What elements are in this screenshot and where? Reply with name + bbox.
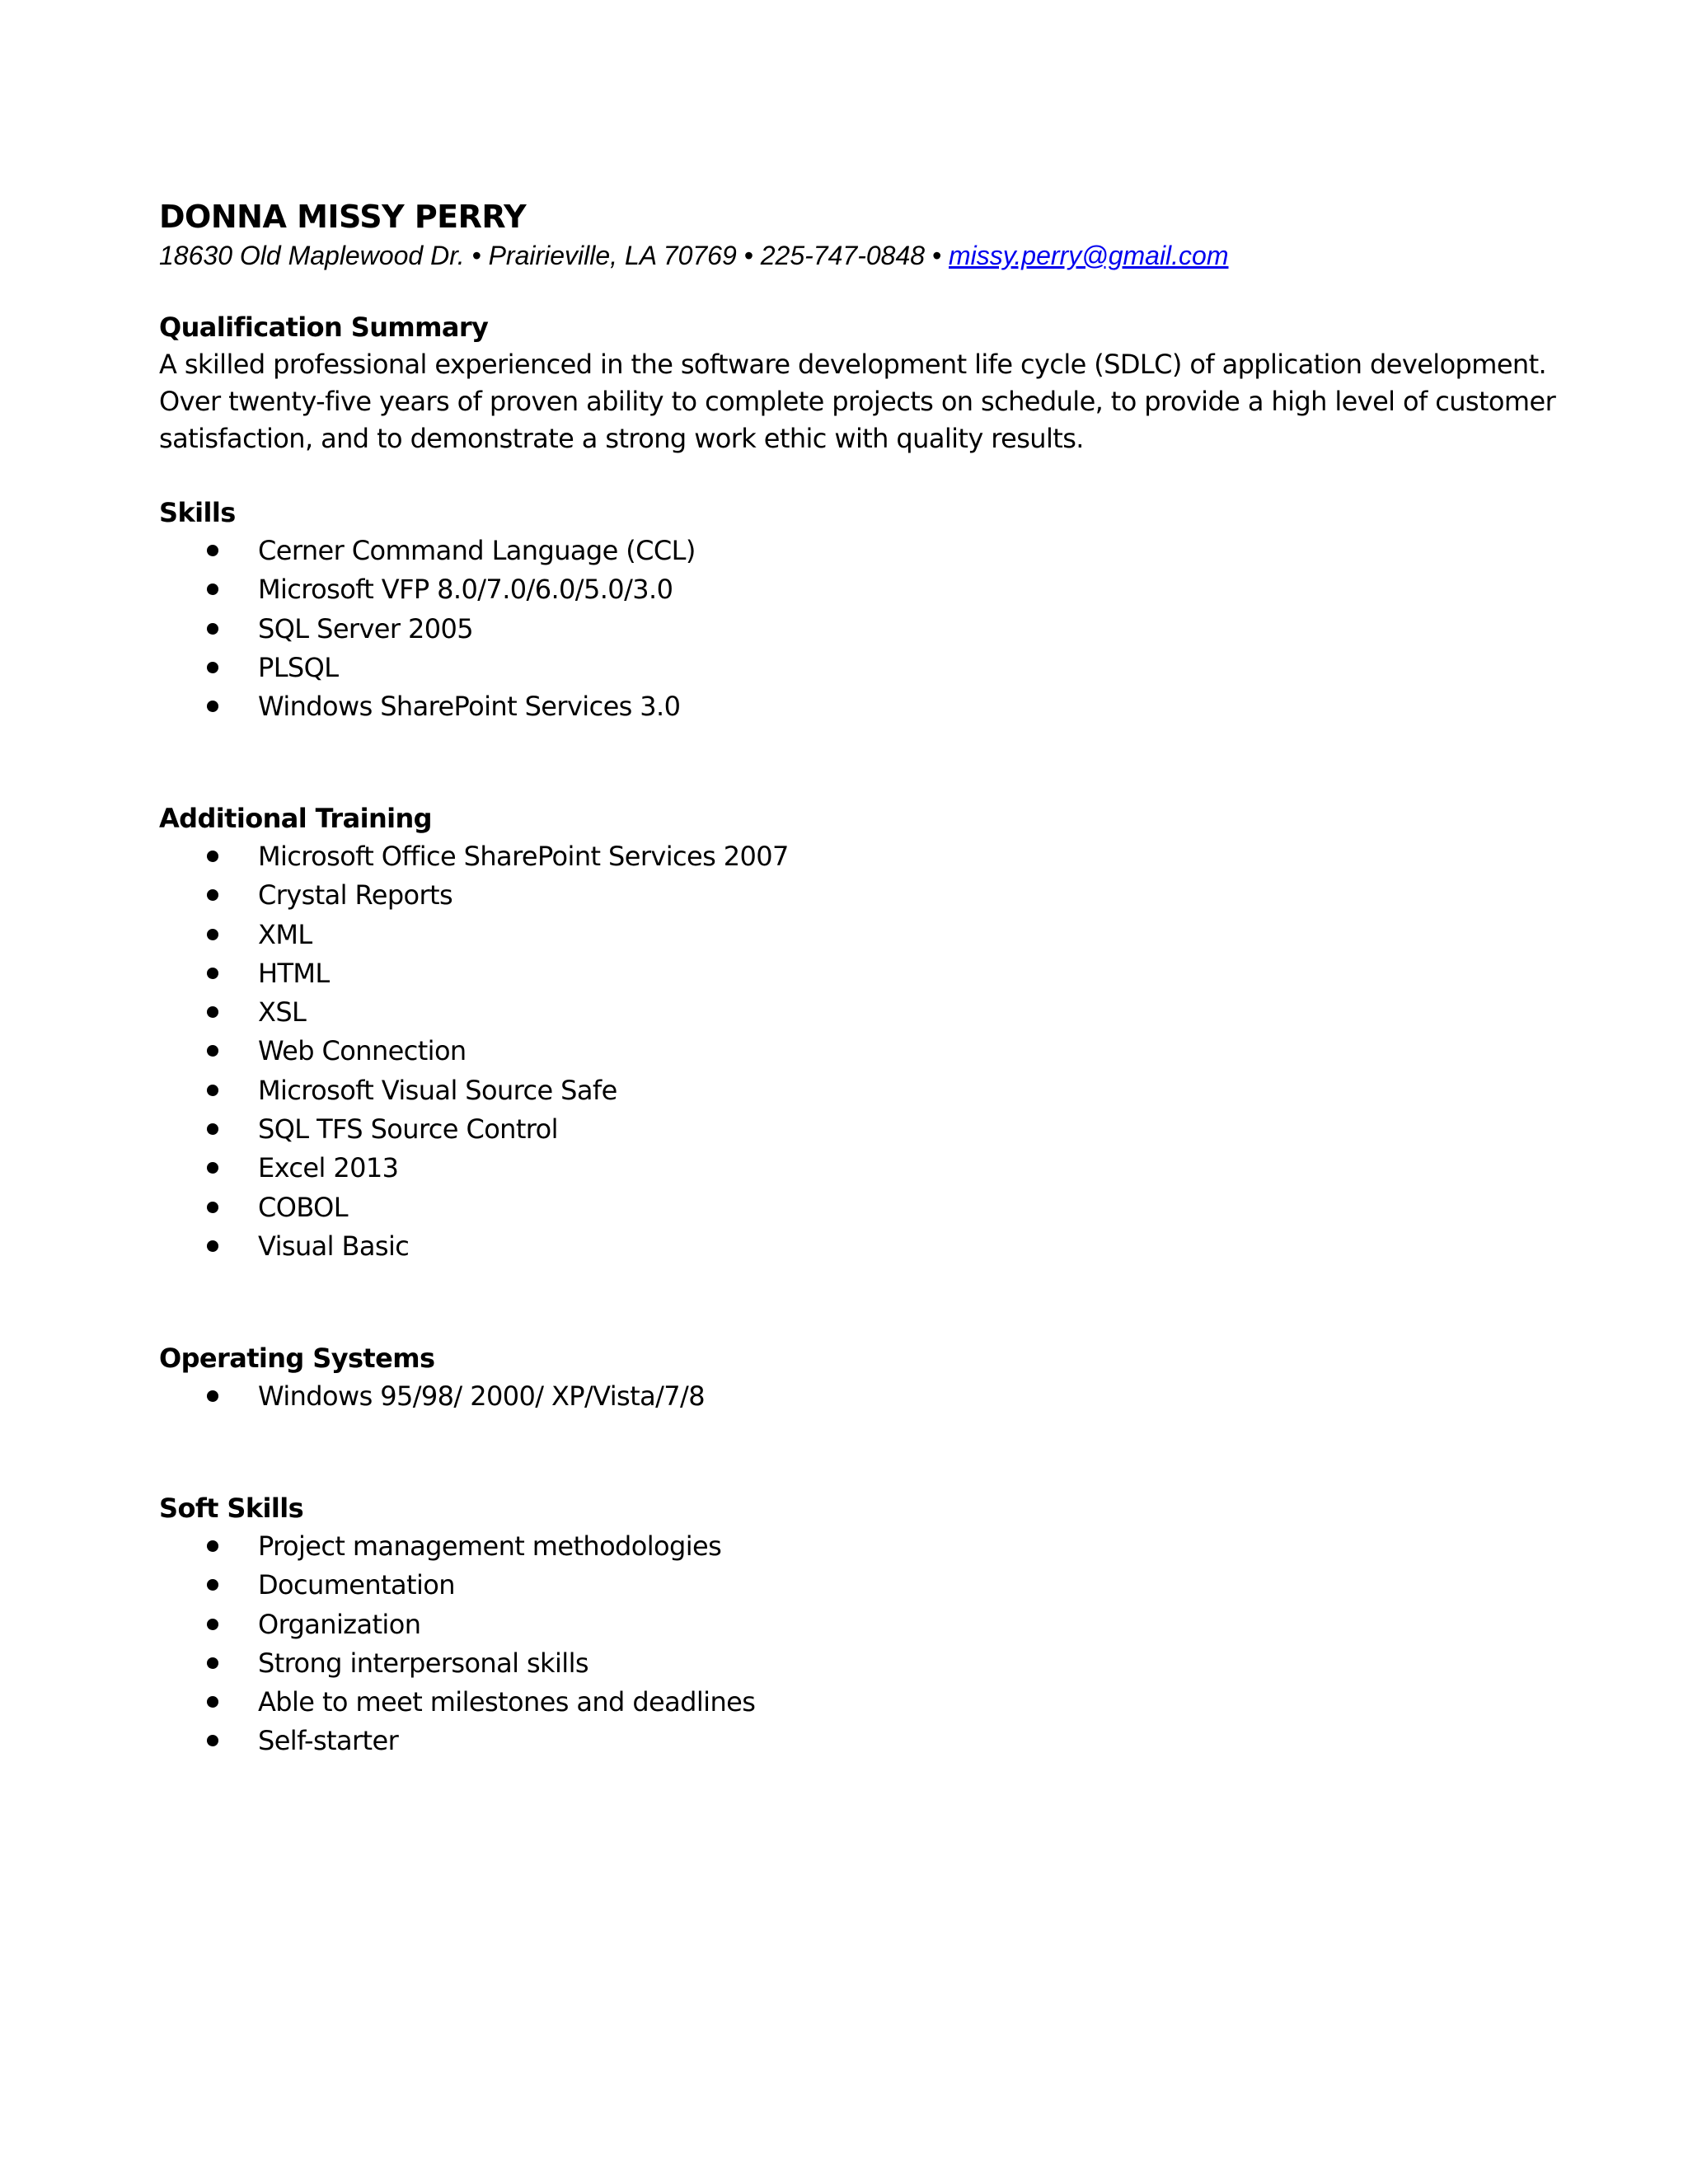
bullet-icon [207, 1390, 218, 1402]
soft-skills-heading: Soft Skills [159, 1493, 304, 1524]
bullet-icon [207, 1579, 218, 1591]
bullet-icon [207, 701, 218, 712]
resume-name: DONNA MISSY PERRY [159, 199, 527, 235]
bullet-icon [207, 583, 218, 595]
qualification-summary-heading: Qualification Summary [159, 312, 489, 343]
bullet-icon [207, 1123, 218, 1135]
contact-line [159, 239, 1229, 272]
summary-line: Over twenty-five years of proven ability to complete projects on schedule, to provide a high level of customer [159, 386, 1556, 417]
bullet-icon [207, 1085, 218, 1096]
summary-line: satisfaction, and to demonstrate a strong work ethic with quality results. [159, 423, 1084, 454]
email-link[interactable]: missy.perry@gmail.com [949, 241, 1229, 270]
bullet-icon [207, 889, 218, 901]
bullet-icon [207, 1735, 218, 1746]
contact-details: 18630 Old Maplewood Dr. • Prairieville, LA 70769 • 225-747-0848 • [159, 241, 950, 270]
bullet-icon [207, 1006, 218, 1018]
summary-line: A skilled professional experienced in the software development life cycle (SDLC) of application development. [159, 349, 1547, 380]
qualification-summary-text [159, 346, 1560, 457]
skills-heading: Skills [159, 497, 236, 528]
bullet-icon [207, 929, 218, 940]
bullet-icon [207, 851, 218, 862]
operating-systems-heading: Operating Systems [159, 1343, 435, 1374]
bullet-icon [207, 1240, 218, 1252]
resume-page: DONNA MISSY PERRY 18630 Old Maplewood Dr. • Prairieville, LA 70769 • 225-747-0848 • missy.perry@gmail.com Qualification Summary A skilled professional experienced in the software development life cycle (SDLC) of application development. Over twenty-five years of proven ability to complete projects on schedule, to provide a high level of customer satisfaction, and to demonstrate a strong work ethic with quality results. Skills Cerner Command Language (CCL) Microsoft VFP 8.0/7.0/6.0/5.0/3.0 SQL Server 2005 PLSQL Windows SharePoint Services 3.0 Additional Training Microsoft Office SharePoint Services 2007 Crystal Reports XML HTML XSL Web Connection Microsoft Visual Source Safe SQL TFS Source Control Excel 2013 COBOL Visual Basic Operating Systems Windows 95/98/ 2000/ XP/Vista/7/8 Soft Skills Project management methodologies Documentation Organization Strong interpersonal skills Able to meet milestones and deadlines Self-starter [0, 0, 1688, 2184]
bullet-icon [207, 1657, 218, 1669]
bullet-icon [207, 623, 218, 635]
bullet-icon [207, 545, 218, 556]
bullet-icon [207, 1540, 218, 1552]
additional-training-heading: Additional Training [159, 803, 432, 834]
bullet-icon [207, 662, 218, 673]
bullet-icon [207, 1619, 218, 1630]
bullet-icon [207, 1202, 218, 1213]
bullet-icon [207, 1045, 218, 1057]
bullet-icon [207, 968, 218, 979]
bullet-icon [207, 1696, 218, 1708]
bullet-icon [207, 1162, 218, 1174]
